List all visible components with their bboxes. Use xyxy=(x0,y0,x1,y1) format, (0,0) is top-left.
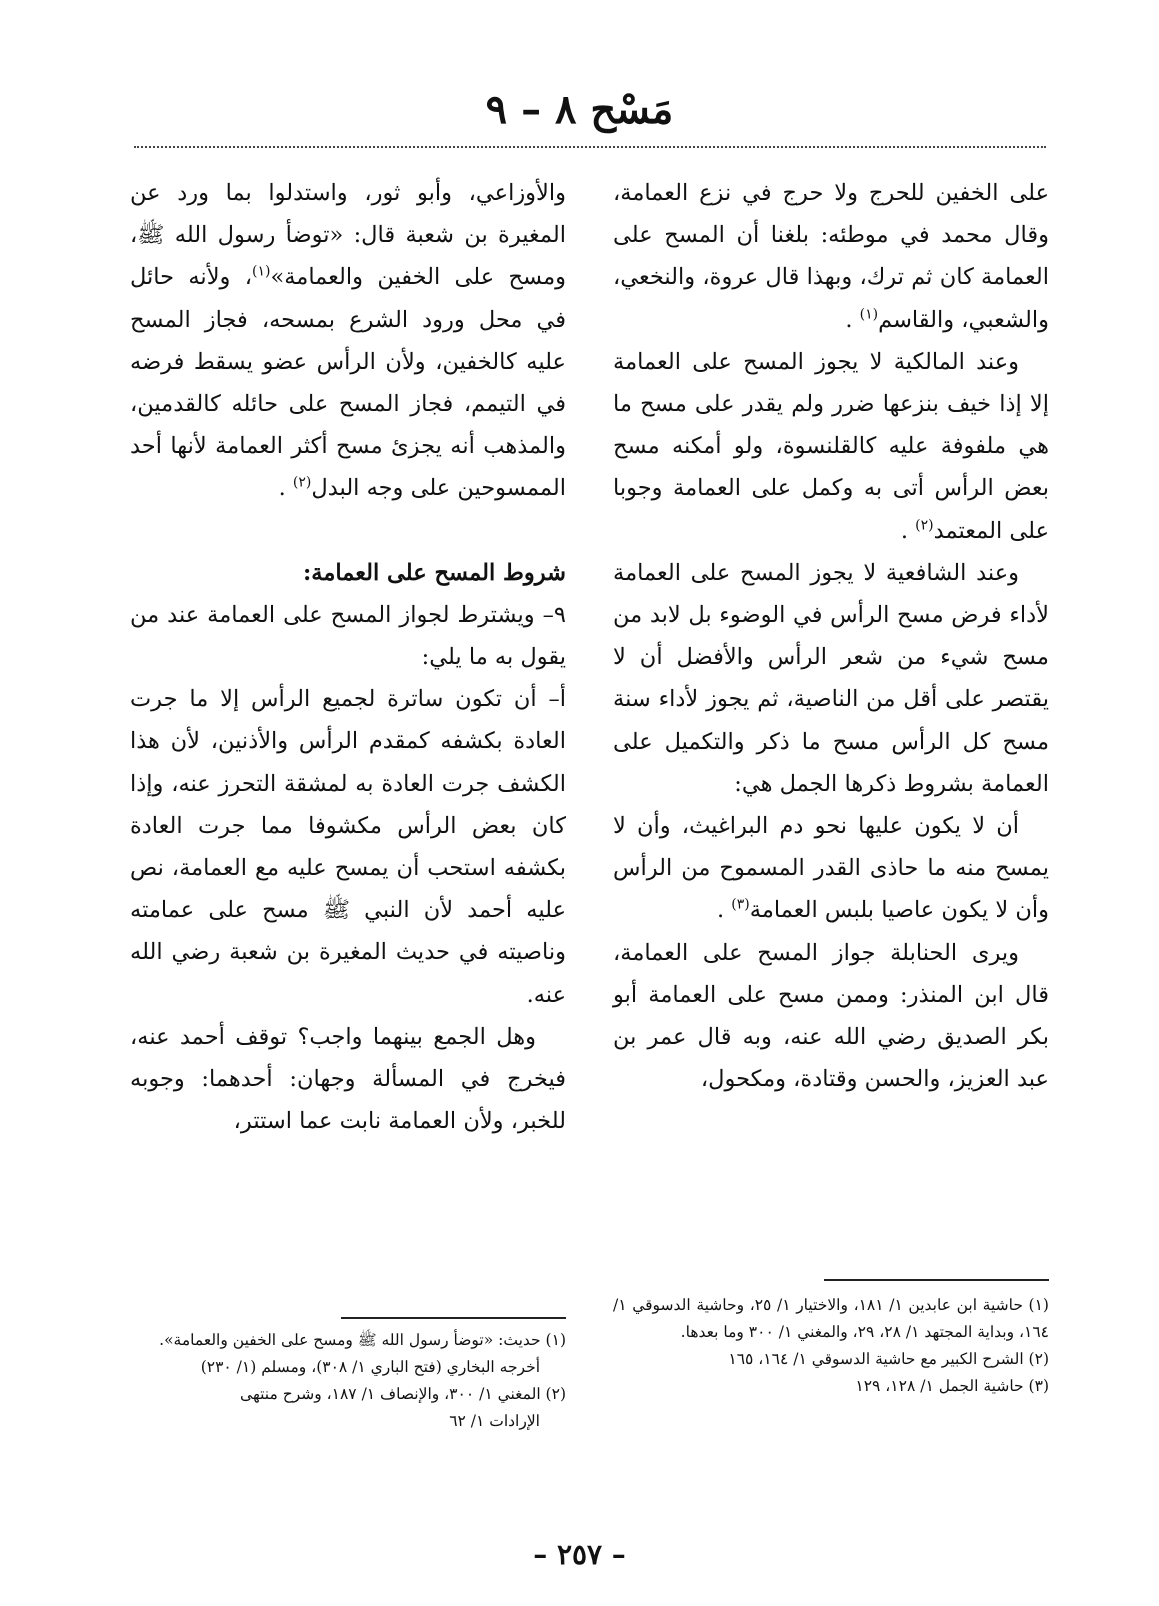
header-dotted-rule xyxy=(134,146,1046,148)
footnote: الإرادات ١/ ٦٢ xyxy=(449,1412,540,1430)
paragraph-end: . xyxy=(845,306,860,333)
paragraph-end: . xyxy=(900,517,916,544)
paragraph-end: . xyxy=(716,897,732,924)
footnote-ref[interactable]: (٢) xyxy=(292,474,312,491)
page-header-title: مَسْح ٨ – ٩ xyxy=(485,86,674,133)
paragraph-text: وعند المالكية لا يجوز المسح على العمامة إلا إذا خيف بنزعها ضرر ولم يقدر على مسح ما هي ملفوفة عليه كالقلنسوة، ولو أمكنه مسح بعض الرأس أتى به وكمل على العمامة وجوبا على المعتمد xyxy=(613,348,1049,544)
left-column xyxy=(130,172,566,1142)
paragraph xyxy=(613,805,1049,932)
paragraph-text: على الخفين للحرج ولا حرج في نزع العمامة، وقال محمد في موطئه: بلغنا أن المسح على العمامة كان ثم ترك، وبهذا قال عروة، والنخعي، والشعبي، والقاسم xyxy=(613,180,1049,333)
footnote: أخرجه البخاري (فتح الباري ١/ ٣٠٨)، ومسلم (١/ ٢٣٠) xyxy=(200,1358,540,1376)
footnote: (٣) حاشية الجمل ١/ ١٢٨، ١٢٩ xyxy=(855,1377,1049,1395)
footnote-separator xyxy=(824,1279,1049,1281)
page-number: – ٢٥٧ – xyxy=(533,1538,626,1571)
footnote-ref[interactable]: (١) xyxy=(251,263,271,280)
footnote-separator xyxy=(341,1317,566,1319)
footnote-ref[interactable]: (١) xyxy=(859,306,879,323)
right-column xyxy=(613,172,1049,1100)
section-heading: شروط المسح على العمامة: xyxy=(302,559,566,586)
footnotes-right xyxy=(613,1292,1049,1400)
paragraph-text: ، ولأنه حائل في محل ورود الشرع بمسحه، فجاز المسح عليه كالخفين، ولأن الرأس عضو يسقط فرضه في التيمم، فجاز المسح على حائله كالقدمين، والمذهب أنه يجزئ مسح أكثر العمامة لأنها أحد الممسوحين على وجه البدل xyxy=(130,264,566,502)
footnote-ref[interactable]: (٢) xyxy=(915,517,934,534)
paragraph: ٩– ويشترط لجواز المسح على العمامة عند من يقول به ما يلي: xyxy=(130,601,566,671)
footnote: (١) حديث: «توضأ رسول الله ﷺ ومسح على الخفين والعمامة». xyxy=(159,1331,566,1349)
paragraph-end: . xyxy=(278,475,293,502)
footnotes-left xyxy=(130,1327,566,1435)
paragraph-text: أن لا يكون عليها نحو دم البراغيث، وأن لا يمسح منه ما حاذى القدر المسموح من الرأس وأن لا يكون عاصيا بلبس العمامة xyxy=(613,813,1049,924)
footnote: (٢) المغني ١/ ٣٠٠، والإنصاف ١/ ١٨٧، وشرح منتهى xyxy=(240,1385,566,1403)
paragraph: أ– أن تكون ساترة لجميع الرأس إلا ما جرت العادة بكشفه كمقدم الرأس والأذنين، لأن هذا الكشف جرت العادة به لمشقة التحرز عنه، وإذا كان بعض الرأس مكشوفا مما جرت العادة بكشفه استحب أن يمسح عليه مع العمامة، نص عليه أحمد لأن النبي ﷺ مسح على عمامته وناصيته في حديث المغيرة بن شعبة رضي الله عنه. xyxy=(130,686,566,1008)
paragraph: وهل الجمع بينهما واجب؟ توقف أحمد عنه، فيخرج في المسألة وجهان: أحدهما: وجوبه للخبر، ولأن العمامة نابت عما استتر، xyxy=(130,1023,566,1135)
paragraph xyxy=(130,172,566,510)
footnote-ref[interactable]: (٣) xyxy=(731,896,750,913)
footnote: (١) حاشية ابن عابدين ١/ ١٨١، والاختيار ١/ ٢٥، وحاشية الدسوقي ١/ ١٦٤، وبداية المجتهد ١/ ٢٨، ٢٩، والمغني ١/ ٣٠٠ وما بعدها. xyxy=(613,1296,1049,1341)
paragraph-text: والأوزاعي، وأبو ثور، واستدلوا بما ورد عن المغيرة بن شعبة قال: «توضأ رسول الله ﷺ، ومسح على الخفين والعمامة» xyxy=(130,180,566,291)
footnote: (٢) الشرح الكبير مع حاشية الدسوقي ١/ ١٦٤، ١٦٥ xyxy=(728,1350,1049,1368)
paragraph: وعند الشافعية لا يجوز المسح على العمامة لأداء فرض مسح الرأس في الوضوء بل لابد من مسح شيء من شعر الرأس والأفضل أن لا يقتصر على أقل من الناصية، ثم يجوز لأداء سنة مسح كل الرأس مسح ما ذكر والتكميل على العمامة بشروط ذكرها الجمل هي: xyxy=(613,559,1049,797)
paragraph xyxy=(613,172,1049,341)
paragraph xyxy=(613,341,1049,552)
paragraph: ويرى الحنابلة جواز المسح على العمامة، قال ابن المنذر: وممن مسح على العمامة أبو بكر الصديق رضي الله عنه، وبه قال عمر بن عبد العزيز، والحسن وقتادة، ومكحول، xyxy=(613,939,1049,1093)
